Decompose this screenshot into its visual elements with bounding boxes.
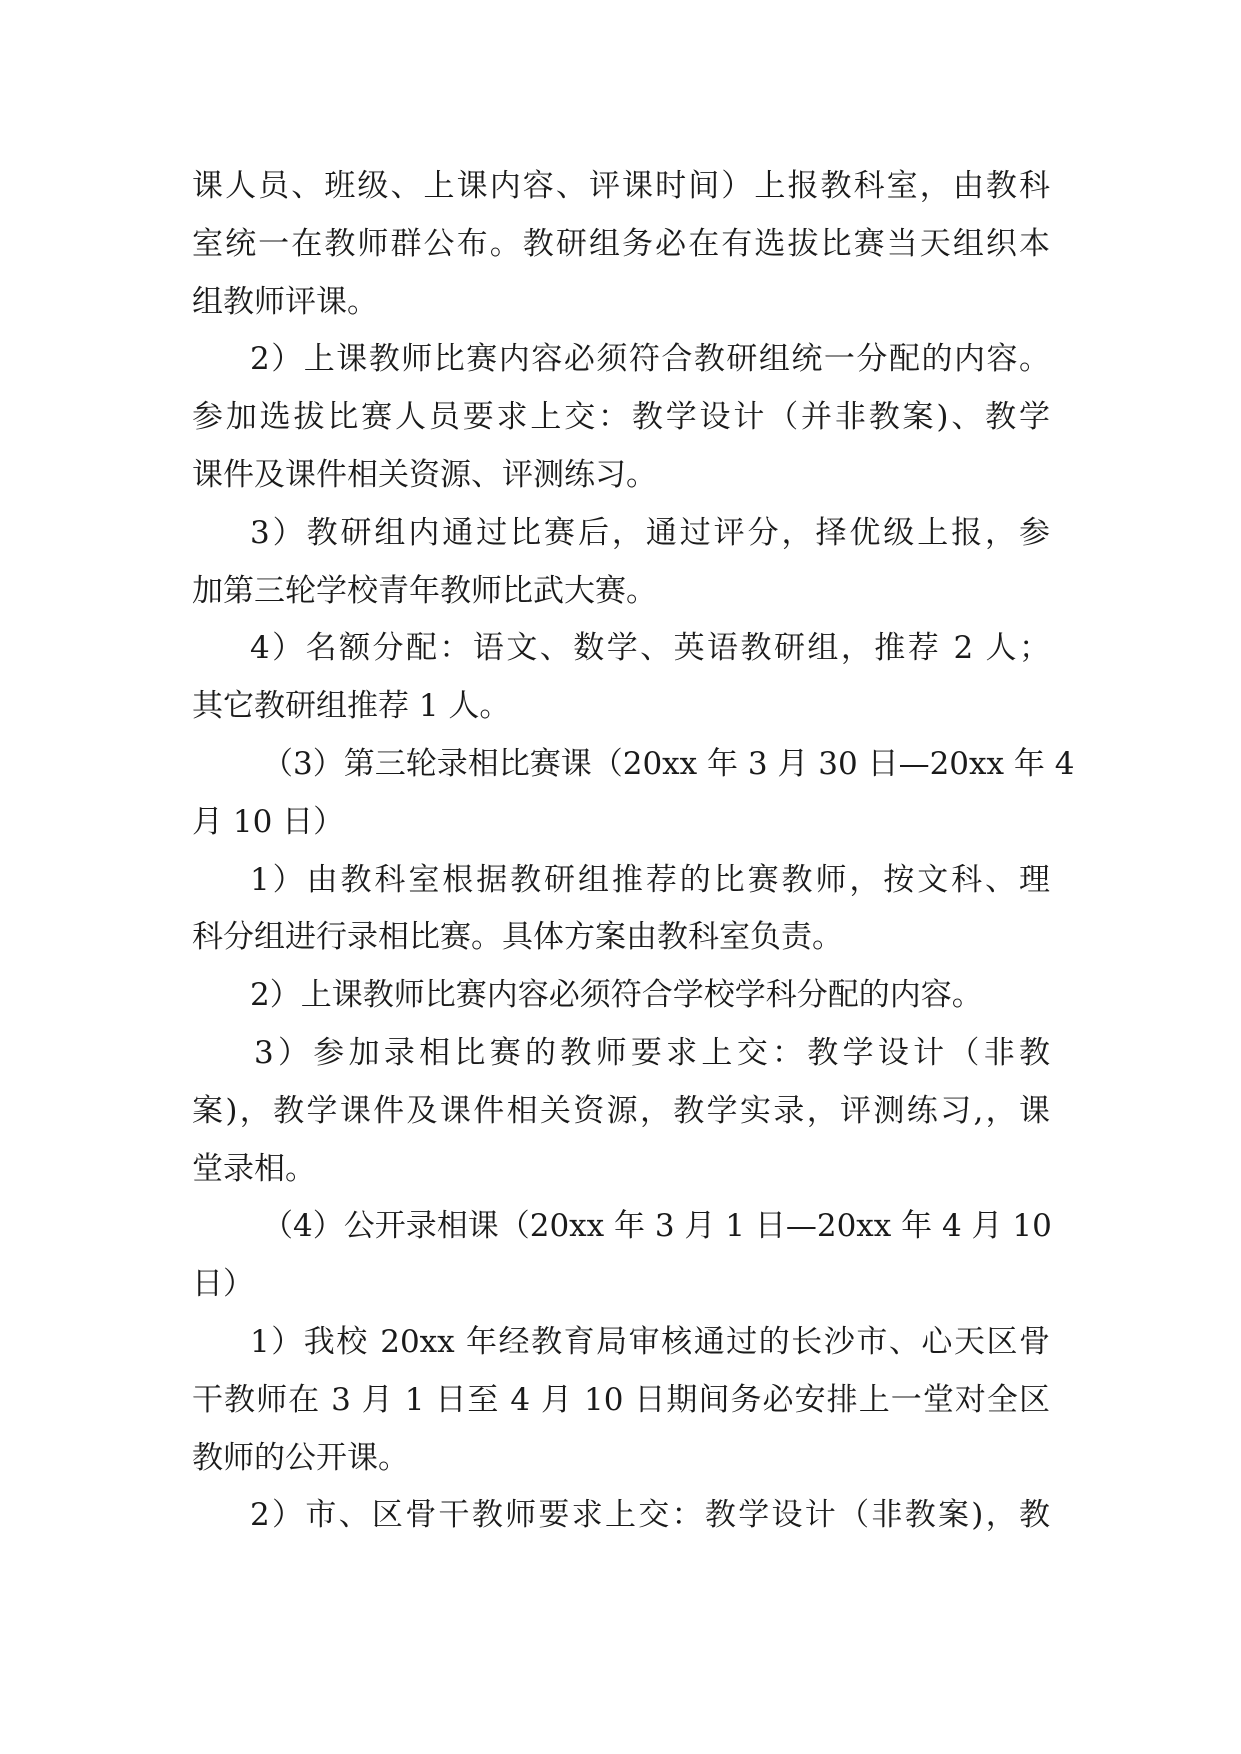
text-line: 室统一在教师群公布。教研组务必在有选拔比赛当天组织本 [192,225,1050,262]
text-line: 堂录相。 [192,1150,316,1187]
text-line: 加第三轮学校青年教师比武大赛。 [192,572,657,609]
text-line: 课件及课件相关资源、评测练习。 [192,456,657,493]
text-line: 3）参加录相比赛的教师要求上交：教学设计（非教 [254,1034,1050,1071]
text-line: 教师的公开课。 [192,1439,409,1476]
text-line: 4）名额分配：语文、数学、英语教研组，推荐 2 人； [250,630,1050,667]
text-line: 组教师评课。 [192,283,378,320]
text-line: 1）由教科室根据教研组推荐的比赛教师，按文科、理 [250,861,1050,898]
text-line: 日） [192,1266,254,1303]
text-line: 2）上课教师比赛内容必须符合学校学科分配的内容。 [250,977,983,1014]
text-line: 参加选拔比赛人员要求上交：教学设计（并非教案)、教学 [192,399,1050,436]
text-line: 2）市、区骨干教师要求上交：教学设计（非教案)，教 [250,1497,1050,1534]
text-line: 课人员、班级、上课内容、评课时间）上报教科室，由教科 [192,168,1050,204]
text-line: 1）我校 20xx 年经教育局审核通过的长沙市、心天区骨 [250,1323,1050,1360]
text-line: 干教师在 3 月 1 日至 4 月 10 日期间务必安排上一堂对全区 [192,1381,1050,1418]
text-line: 2）上课教师比赛内容必须符合教研组统一分配的内容。 [250,341,1050,378]
text-line: 案)，教学课件及课件相关资源，教学实录，评测练习,，课 [192,1092,1050,1129]
text-line: 科分组进行录相比赛。具体方案由教科室负责。 [192,919,843,956]
text-line: 3）教研组内通过比赛后，通过评分，择优级上报，参 [250,514,1050,551]
text-line: 其它教研组推荐 1 人。 [192,688,511,725]
document-body [192,158,1075,1545]
section-heading: （3）第三轮录相比赛课（20xx 年 3 月 30 日—20xx 年 4 [262,745,1075,782]
text-line: 月 10 日） [192,803,345,840]
section-heading: （4）公开录相课（20xx 年 3 月 1 日—20xx 年 4 月 10 [262,1208,1052,1245]
